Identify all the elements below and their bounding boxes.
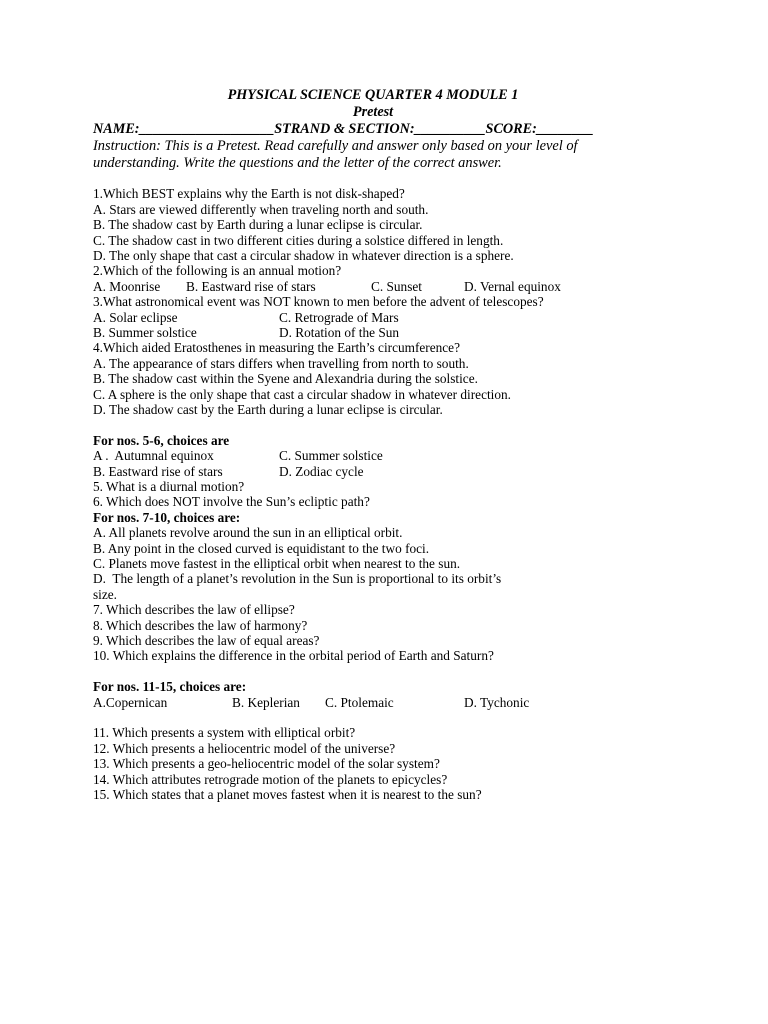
set-7-10-heading: For nos. 7-10, choices are: [93,509,241,525]
q1-choice-c: C. The shadow cast in two different cities during a solstice differed in length. [93,232,504,248]
q2-choice-b: B. Eastward rise of stars [186,278,316,294]
question-7: 7. Which describes the law of ellipse? [93,602,295,618]
set-11-15-choice-d: D. Tychonic [464,694,530,710]
set-7-10-choice-d: D. The length of a planet’s revolution in the Sun is proportional to its orbit’s [93,571,502,587]
set-5-6-choice-d: D. Zodiac cycle [279,463,364,479]
spacer [93,417,653,432]
pretest-document [93,87,653,803]
set-11-15-choice-a: A.Copernican [93,694,168,710]
spacer [93,171,653,186]
question-13: 13. Which presents a geo-heliocentric model of the solar system? [93,756,440,772]
set-7-10-choice-d-continued: size. [93,586,117,602]
set-5-6-heading: For nos. 5-6, choices are [93,432,230,448]
question-5: 5. What is a diurnal motion? [93,479,245,495]
question-3: 3.What astronomical event was NOT known to men before the advent of telescopes? [93,294,544,310]
q3-choice-d: D. Rotation of the Sun [279,325,400,341]
question-14: 14. Which attributes retrograde motion of the planets to epicycles? [93,771,448,787]
q3-choice-c: C. Retrograde of Mars [279,309,399,325]
q3-choices-row-2 [93,325,653,340]
q3-choice-a: A. Solar eclipse [93,309,178,325]
question-15: 15. Which states that a planet moves fastest when it is nearest to the sun? [93,787,482,803]
spacer [93,664,653,679]
set-5-6-choice-b: B. Eastward rise of stars [93,463,223,479]
set-11-15-choice-b: B. Keplerian [232,694,300,710]
spacer [93,710,653,725]
set-11-15-heading: For nos. 11-15, choices are: [93,679,247,695]
set-7-10-choice-b: B. Any point in the closed curved is equidistant to the two foci. [93,540,430,556]
q3-choices-row-1 [93,310,653,325]
question-11: 11. Which presents a system with elliptical orbit? [93,725,356,741]
q4-choice-d: D. The shadow cast by the Earth during a lunar eclipse is circular. [93,402,443,418]
question-12: 12. Which presents a heliocentric model of the universe? [93,740,396,756]
set-11-15-choices-row [93,695,653,710]
set-5-6-choices-row-2 [93,464,653,479]
q1-choice-b: B. The shadow cast by Earth during a lunar eclipse is circular. [93,217,423,233]
question-4: 4.Which aided Eratosthenes in measuring the Earth’s circumference? [93,340,460,356]
question-8: 8. Which describes the law of harmony? [93,617,308,633]
question-1: 1.Which BEST explains why the Earth is not disk-shaped? [93,186,405,202]
q2-choice-a: A. Moonrise [93,278,161,294]
q4-choice-c: C. A sphere is the only shape that cast a circular shadow in whatever direction. [93,386,511,402]
question-10: 10. Which explains the difference in the orbital period of Earth and Saturn? [93,648,494,664]
student-info-fields: NAME:___________________STRAND & SECTION:__________SCORE:________ [93,121,594,137]
instruction-text: Instruction: This is a Pretest. Read carefully and answer only based on your level of understanding. Write the questions and the letter of the correct answer. [93,138,578,171]
q3-choice-b: B. Summer solstice [93,325,197,341]
set-11-15-choice-c: C. Ptolemaic [325,694,394,710]
page-title: PHYSICAL SCIENCE QUARTER 4 MODULE 1 [227,87,519,103]
set-5-6-choices-row-1 [93,448,653,463]
set-7-10-choice-a: A. All planets revolve around the sun in an elliptical orbit. [93,525,403,541]
q1-choice-a: A. Stars are viewed differently when traveling north and south. [93,201,429,217]
q4-choice-a: A. The appearance of stars differs when travelling from north to south. [93,355,469,371]
set-7-10-choice-c: C. Planets move fastest in the elliptical orbit when nearest to the sun. [93,556,461,572]
question-6: 6. Which does NOT involve the Sun’s ecliptic path? [93,494,370,510]
set-5-6-choice-c: C. Summer solstice [279,448,383,464]
set-5-6-choice-a: A . Autumnal equinox [93,448,214,464]
q1-choice-d: D. The only shape that cast a circular shadow in whatever direction is a sphere. [93,248,514,264]
page-subtitle: Pretest [352,104,394,120]
q2-choices-row [93,279,653,294]
question-9: 9. Which describes the law of equal areas? [93,633,320,649]
q4-choice-b: B. The shadow cast within the Syene and Alexandria during the solstice. [93,371,478,387]
q2-choice-d: D. Vernal equinox [464,278,561,294]
q2-choice-c: C. Sunset [371,278,422,294]
question-2: 2.Which of the following is an annual motion? [93,263,342,279]
